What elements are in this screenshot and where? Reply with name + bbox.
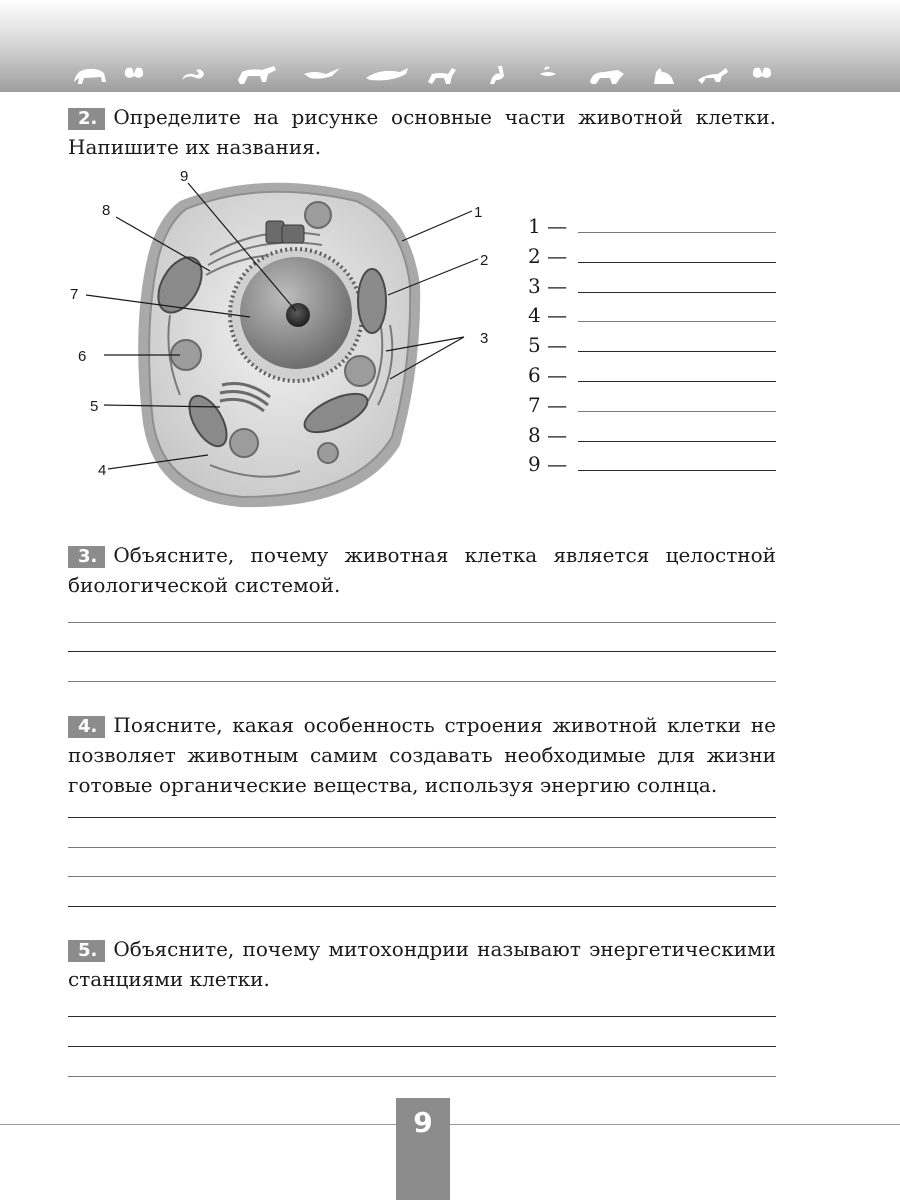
answer-row [528, 423, 778, 453]
answer-line[interactable] [578, 292, 776, 293]
question-4 [68, 710, 776, 800]
answer-line[interactable] [578, 411, 776, 412]
answer-line[interactable] [68, 876, 776, 877]
answer-line[interactable] [68, 1016, 776, 1017]
question-3 [68, 540, 776, 600]
animal-cell-diagram [60, 165, 500, 525]
answer-number: 8 — [528, 422, 568, 447]
answer-row [528, 303, 778, 333]
label-4: 4 [98, 462, 107, 479]
answer-row [528, 452, 778, 482]
question-text: Объясните, почему митохондрии называют энергетическими станциями клетки. [68, 937, 776, 991]
label-8: 8 [102, 202, 111, 219]
answer-line[interactable] [68, 1046, 776, 1047]
answer-row [528, 244, 778, 274]
footer-line [0, 1124, 900, 1125]
answer-number: 4 — [528, 303, 568, 328]
answer-line[interactable] [578, 321, 776, 322]
answer-list [528, 214, 778, 482]
answer-line[interactable] [578, 232, 776, 233]
answer-number: 9 — [528, 452, 568, 477]
answer-line[interactable] [578, 351, 776, 352]
page-number: 9 [413, 1106, 433, 1139]
page-tab [396, 1098, 450, 1200]
label-2: 2 [480, 252, 489, 269]
answer-row [528, 274, 778, 304]
question-text: Поясните, какая особенность строения животной клетки не позволяет животным самим создавать необходимые для жизни готовые органические вещества, используя энергию солнца. [68, 713, 776, 797]
question-text: Определите на рисунке основные части животной клетки. Напишите их названия. [68, 105, 776, 159]
answer-line[interactable] [68, 847, 776, 848]
bull-icon [590, 70, 624, 84]
cat-icon [654, 68, 674, 84]
answer-line[interactable] [68, 906, 776, 907]
deer-icon [428, 68, 456, 84]
label-9: 9 [180, 168, 189, 185]
label-6: 6 [78, 348, 87, 365]
question-text: Объясните, почему животная клетка является целостной биологической системой. [68, 543, 776, 597]
butterfly-icon [753, 68, 771, 78]
answer-line[interactable] [68, 681, 776, 682]
answer-number: 6 — [528, 362, 568, 387]
answer-line[interactable] [578, 262, 776, 263]
answer-number: 7 — [528, 392, 568, 417]
question-number: 3. [68, 546, 105, 568]
label-7: 7 [70, 286, 79, 303]
label-3: 3 [480, 330, 489, 347]
question-number: 2. [68, 108, 105, 130]
answer-number: 2 — [528, 243, 568, 268]
answer-row [528, 363, 778, 393]
label-5: 5 [90, 398, 99, 415]
answer-line[interactable] [68, 651, 776, 652]
answer-row [528, 214, 778, 244]
answer-line[interactable] [578, 381, 776, 382]
bison-icon [74, 69, 106, 84]
question-2 [68, 102, 776, 162]
answer-line[interactable] [68, 622, 776, 623]
bee-icon [540, 66, 556, 76]
answer-row [528, 393, 778, 423]
answer-line[interactable] [68, 1076, 776, 1077]
heron-icon [490, 66, 504, 84]
animal-silhouettes [70, 60, 790, 90]
question-number: 4. [68, 716, 105, 738]
answer-number: 1 — [528, 214, 568, 238]
bird-icon [304, 68, 340, 79]
scorpion-icon [182, 70, 204, 81]
header-band [0, 0, 900, 92]
label-1: 1 [474, 204, 483, 221]
question-number: 5. [68, 940, 105, 962]
answer-line[interactable] [68, 817, 776, 818]
dolphin-icon [366, 68, 408, 80]
answer-number: 3 — [528, 273, 568, 298]
answer-line[interactable] [578, 441, 776, 442]
nucleolus [286, 303, 310, 327]
horse-icon [238, 66, 276, 84]
antelope-icon [698, 68, 728, 84]
answer-line[interactable] [578, 470, 776, 471]
butterfly-icon [125, 68, 143, 78]
answer-number: 5 — [528, 333, 568, 358]
answer-row [528, 333, 778, 363]
question-5 [68, 934, 776, 994]
